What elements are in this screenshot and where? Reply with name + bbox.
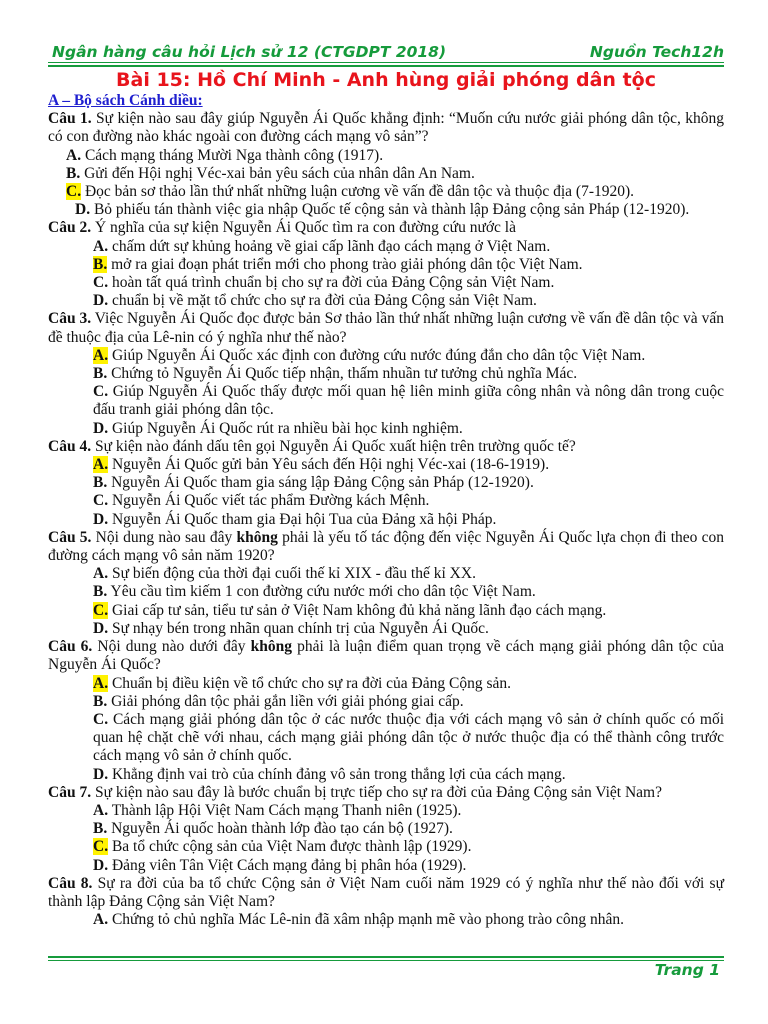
option: [48, 492, 724, 510]
option-text: Bỏ phiếu tán thành việc gia nhập Quốc tế cộng sản và thành lập Đảng cộng sản Pháp (12-1920).: [93, 201, 690, 219]
question-text: Việc Nguyễn Ái Quốc đọc được bản Sơ thảo lần thứ nhất những luận cương về vấn đề dân tộc và vấn đề thuộc địa của Lê-nin có ý nghĩa như thế nào?: [48, 310, 724, 346]
option: [48, 511, 724, 529]
lesson-title: Bài 15: Hồ Chí Minh - Anh hùng giải phóng dân tộc: [116, 69, 656, 91]
option: [48, 274, 724, 292]
option-text: Thành lập Hội Việt Nam Cách mạng Thanh niên (1925).: [111, 801, 462, 819]
question: [48, 784, 724, 802]
option: [48, 565, 724, 583]
option: [48, 256, 724, 274]
option: [48, 383, 724, 419]
question-text: Sự kiện nào sau đây giúp Nguyễn Ái Quốc khẳng định: “Muốn cứu nước giải phóng dân tộc, không có con đường nào khác ngoài con đường cách mạng vô sản”?: [48, 110, 724, 146]
header-source: Nguồn Tech12h: [589, 43, 724, 61]
option-label: B.: [93, 365, 108, 383]
option: [48, 620, 724, 638]
option-text: chấm dứt sự khủng hoảng về giai cấp lãnh đạo cách mạng ở Việt Nam.: [111, 237, 551, 255]
option: [48, 693, 724, 711]
option-text: Giúp Nguyễn Ái Quốc thấy được mối quan hệ liên minh giữa công nhân và nông dân trong cuộc đấu tranh giải phóng dân tộc.: [93, 383, 725, 419]
option-label-highlighted: C.: [93, 838, 109, 856]
option-text: Nguyễn Ái Quốc tham gia Đại hội Tua của Đảng xã hội Pháp.: [111, 510, 497, 528]
option-label: A.: [93, 565, 109, 583]
option-label-highlighted: A.: [93, 674, 109, 692]
question-label: Câu 5.: [48, 528, 92, 546]
option: [48, 857, 724, 875]
question-text: phải là luận điểm quan trọng về cách mạng giải phóng dân tộc của Nguyễn Ái Quốc?: [48, 638, 725, 674]
option: [48, 456, 724, 474]
question-label: Câu 7.: [48, 783, 92, 801]
option: [48, 347, 724, 365]
option: [48, 420, 724, 438]
option-text: Nguyễn Ái Quốc gửi bản Yêu sách đến Hội nghị Véc-xai (18-6-1919).: [111, 456, 550, 474]
question-text: Sự ra đời của ba tổ chức Cộng sản ở Việt Nam cuối năm 1929 có ý nghĩa như thế nào đối với sự thành lập Đảng Cộng sản Việt Nam?: [48, 874, 724, 910]
option: [48, 802, 724, 820]
option-text: Sự biến động của thời đại cuối thế kỉ XIX - đầu thế kỉ XX.: [111, 565, 476, 583]
option-label: D.: [93, 765, 109, 783]
option-label: A.: [66, 146, 82, 164]
question-text: Nội dung nào sau đây: [95, 528, 233, 546]
option-text: chuẩn bị về mặt tổ chức cho sự ra đời của Đảng Cộng sản Việt Nam.: [111, 292, 537, 310]
option-label: D.: [75, 201, 91, 219]
option-label: D.: [93, 510, 109, 528]
option: [48, 183, 724, 201]
question: [48, 638, 724, 674]
option: [48, 292, 724, 310]
option: [48, 911, 724, 929]
option-label-highlighted: A.: [93, 456, 109, 474]
option: [48, 238, 724, 256]
option-text: hoàn tất quá trình chuẩn bị cho sự ra đời của Đảng Cộng sản Việt Nam.: [111, 274, 555, 292]
option-label-highlighted: C.: [66, 183, 82, 201]
question: [48, 310, 724, 346]
option-text: Nguyễn Ái quốc hoàn thành lớp đào tạo cán bộ (1927).: [111, 820, 453, 838]
option: [48, 365, 724, 383]
question-emphasis: không: [236, 528, 278, 546]
option-label: B.: [93, 474, 108, 492]
option-label-highlighted: A.: [93, 346, 109, 364]
question: [48, 110, 724, 146]
option-label: C.: [93, 710, 109, 728]
option-text: Đảng viên Tân Việt Cách mạng đảng bị phân hóa (1929).: [111, 856, 467, 874]
question-text: Sự kiện nào đánh dấu tên gọi Nguyễn Ái Quốc xuất hiện trên trường quốc tế?: [94, 437, 576, 455]
section-heading: A – Bộ sách Cánh diều:: [48, 92, 203, 109]
question-text: Nội dung nào dưới đây: [97, 638, 246, 656]
question-label: Câu 6.: [48, 638, 93, 656]
option-label-highlighted: C.: [93, 601, 109, 619]
question-label: Câu 8.: [48, 874, 93, 892]
header-title: Ngân hàng câu hỏi Lịch sử 12 (CTGDPT 2018): [52, 43, 447, 61]
option-text: Nguyễn Ái Quốc viết tác phẩm Đường kách Mệnh.: [111, 492, 430, 510]
option: [48, 602, 724, 620]
question-label: Câu 1.: [48, 110, 92, 128]
question: [48, 529, 724, 565]
option-text: Sự nhạy bén trong nhãn quan chính trị của Nguyễn Ái Quốc.: [111, 619, 489, 637]
option-text: Giúp Nguyễn Ái Quốc rút ra nhiều bài học kinh nghiệm.: [111, 419, 463, 437]
option-label: D.: [93, 419, 109, 437]
footer-rule-thick: [48, 956, 724, 958]
option-text: Giúp Nguyễn Ái Quốc xác định con đường cứu nước đúng đắn cho dân tộc Việt Nam.: [111, 346, 646, 364]
option-text: Nguyễn Ái Quốc tham gia sáng lập Đảng Cộng sản Pháp (12-1920).: [111, 474, 534, 492]
option: [48, 675, 724, 693]
header-rule: [48, 62, 724, 63]
question-label: Câu 3.: [48, 310, 92, 328]
question-label: Câu 4.: [48, 437, 92, 455]
option-label: D.: [93, 619, 109, 637]
option-label: C.: [93, 274, 109, 292]
question-label: Câu 2.: [48, 219, 92, 237]
option-text: Cách mạng giải phóng dân tộc ở các nước thuộc địa với cách mạng vô sản ở chính quốc có mối quan hệ chặt chẽ với nhau, cách mạng giải phóng dân tộc ở nước thuộc địa có thể thành công trước cách mạng vô sản ở chính quốc.: [93, 710, 725, 765]
option-text: mở ra giai đoạn phát triển mới cho phong trào giải phóng dân tộc Việt Nam.: [111, 255, 583, 273]
option-label: C.: [93, 492, 109, 510]
option-text: Đọc bản sơ thảo lần thứ nhất những luận cương về vấn đề dân tộc và thuộc địa (7-1920).: [84, 183, 635, 201]
option-text: Gửi đến Hội nghị Véc-xai bản yêu sách của nhân dân An Nam.: [84, 164, 475, 182]
option: [48, 165, 724, 183]
footer-rule: [48, 960, 724, 961]
option-label: A.: [93, 911, 109, 929]
option: [48, 583, 724, 601]
option-text: Cách mạng tháng Mười Nga thành công (1917).: [84, 146, 384, 164]
option: [48, 201, 724, 219]
option-label: B.: [93, 820, 108, 838]
option-label: D.: [93, 856, 109, 874]
option-text: Yêu cầu tìm kiếm 1 con đường cứu nước mới cho dân tộc Việt Nam.: [110, 583, 536, 601]
question-text: Sự kiện nào sau đây là bước chuẩn bị trực tiếp cho sự ra đời của Đảng Cộng sản Việt Nam?: [94, 783, 662, 801]
option: [48, 711, 724, 766]
question-text: phải là yếu tố tác động đến việc Nguyễn Ái Quốc lựa chọn đi theo con đường cách mạng vô sản năm 1920?: [48, 528, 725, 565]
option-text: Chứng tỏ Nguyễn Ái Quốc tiếp nhận, thấm nhuần tư tưởng chủ nghĩa Mác.: [111, 365, 578, 383]
option-text: Khẳng định vai trò của chính đảng vô sản trong thắng lợi của cách mạng.: [111, 765, 566, 783]
option: [48, 474, 724, 492]
option-label-highlighted: B.: [93, 255, 108, 273]
option: [48, 838, 724, 856]
page-number: Trang 1: [654, 961, 720, 979]
option-label: A.: [93, 237, 109, 255]
option-text: Chuẩn bị điều kiện về tổ chức cho sự ra đời của Đảng Cộng sản.: [111, 674, 512, 692]
option-label: C.: [93, 383, 109, 401]
option-label: A.: [93, 801, 109, 819]
option-text: Giai cấp tư sản, tiểu tư sản ở Việt Nam không đủ khả năng lãnh đạo cách mạng.: [111, 601, 607, 619]
option-label: B.: [66, 164, 81, 182]
option: [48, 147, 724, 165]
option-label: B.: [93, 692, 108, 710]
option-label: B.: [93, 583, 108, 601]
option: [48, 820, 724, 838]
question: [48, 219, 724, 237]
question-emphasis: không: [250, 638, 292, 656]
option: [48, 766, 724, 784]
question-bank: [48, 92, 724, 929]
option-label: D.: [93, 292, 109, 310]
option-text: Giải phóng dân tộc phải gắn liền với giải phóng giai cấp.: [111, 692, 464, 710]
question-text: Ý nghĩa của sự kiện Nguyễn Ái Quốc tìm ra con đường cứu nước là: [94, 219, 516, 237]
option-text: Ba tổ chức cộng sản của Việt Nam được thành lập (1929).: [111, 838, 472, 856]
question: [48, 875, 724, 911]
question: [48, 438, 724, 456]
option-text: Chứng tỏ chủ nghĩa Mác Lê-nin đã xâm nhập mạnh mẽ vào phong trào công nhân.: [111, 911, 624, 929]
